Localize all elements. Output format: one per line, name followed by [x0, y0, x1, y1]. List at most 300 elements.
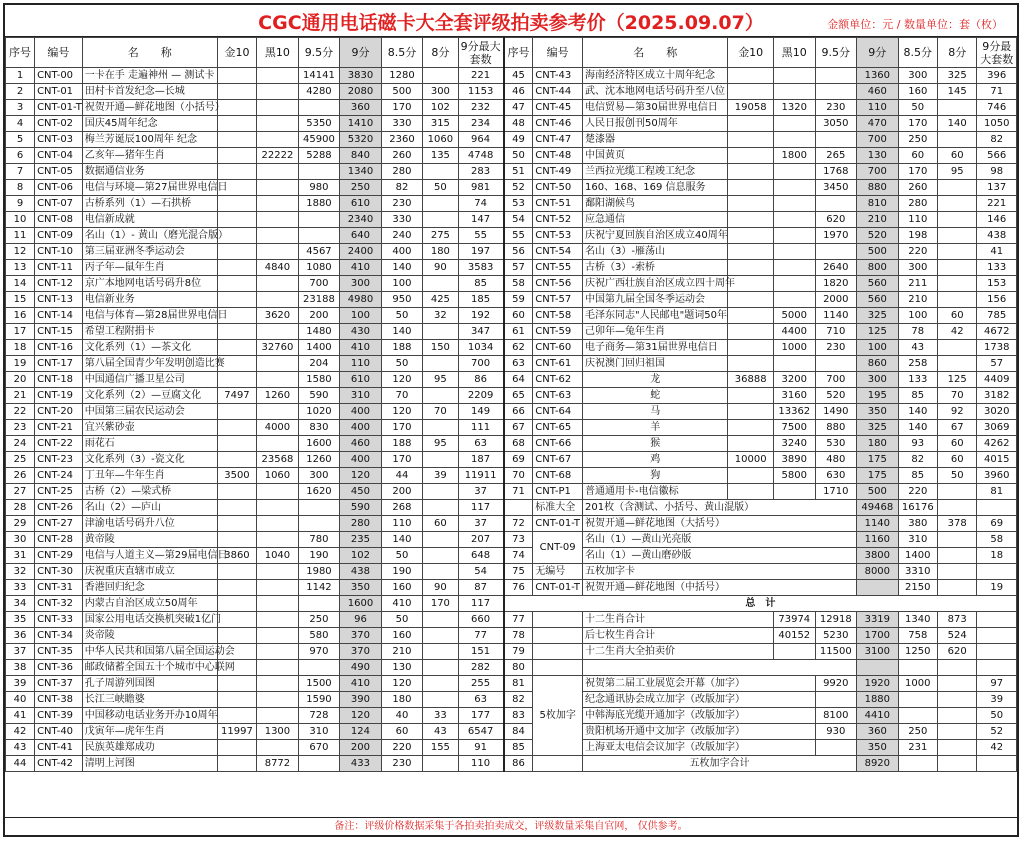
table-cell: [977, 628, 1017, 644]
value-cell: 310: [898, 532, 937, 548]
value-cell: [728, 196, 774, 212]
value-cell: [257, 564, 299, 580]
value-cell: 1000: [898, 676, 937, 692]
value-cell: [938, 228, 977, 244]
value-cell: [898, 660, 937, 676]
column-header: 编号: [35, 38, 83, 68]
table-row: [6, 84, 1017, 100]
value-cell: 160: [898, 84, 937, 100]
code-cell: CNT-18: [35, 372, 83, 388]
name-cell: 上海亚太电信会议加字（改版加字）: [583, 740, 815, 756]
total-label: 总 计: [504, 596, 1017, 612]
value-cell: [217, 516, 256, 532]
value-cell: 8772: [257, 756, 299, 772]
value-cell: 140: [938, 116, 977, 132]
max-count-cell: 221: [458, 68, 504, 84]
max-count-cell: 19: [977, 580, 1017, 596]
max-count-cell: 37: [458, 516, 504, 532]
value-cell: 5288: [298, 148, 340, 164]
value-cell: 1340: [898, 612, 937, 628]
value-cell: [217, 340, 256, 356]
value-cell: [728, 212, 774, 228]
value-cell: 250: [298, 612, 340, 628]
value-cell: [217, 116, 256, 132]
table-row: [6, 100, 1017, 116]
value-cell: 450: [340, 484, 382, 500]
value-cell: [898, 708, 937, 724]
value-cell: 120: [340, 708, 382, 724]
seq-cell: 81: [504, 676, 533, 692]
value-cell: 1320: [774, 100, 816, 116]
seq-cell: 39: [6, 676, 35, 692]
max-count-cell: 566: [977, 148, 1017, 164]
code-cell: CNT-56: [533, 276, 583, 292]
value-cell: 190: [298, 548, 340, 564]
max-count-cell: 54: [458, 564, 504, 580]
value-cell: 1820: [815, 276, 857, 292]
name-cell: 丁丑年—牛年生肖: [82, 468, 217, 484]
value-cell: 45900: [298, 132, 340, 148]
value-cell: 140: [381, 532, 423, 548]
value-cell: 170: [381, 452, 423, 468]
value-cell: [728, 116, 774, 132]
seq-cell: 34: [6, 596, 35, 612]
code-cell: CNT-08: [35, 212, 83, 228]
value-cell: 100: [898, 308, 937, 324]
value-cell: [217, 564, 256, 580]
value-cell: 170: [898, 116, 937, 132]
seq-cell: 41: [6, 708, 35, 724]
value-cell: 1000: [774, 340, 816, 356]
code-cell: CNT-47: [533, 132, 583, 148]
value-cell: 280: [898, 196, 937, 212]
table-row: [6, 324, 1017, 340]
value-cell: [774, 196, 816, 212]
value-cell: 95: [423, 436, 458, 452]
value-cell: [257, 500, 299, 516]
max-count-cell: 197: [458, 244, 504, 260]
value-cell: 170: [381, 420, 423, 436]
value-cell: 230: [381, 756, 423, 772]
code-cell: CNT-38: [35, 692, 83, 708]
value-cell: 70: [381, 388, 423, 404]
seq-cell: 76: [504, 580, 533, 596]
name-cell: 祝贺开通—鲜花地图（中括号）: [583, 580, 857, 596]
name-cell: 文化系列（3）-瓷文化: [82, 452, 217, 468]
value-cell: 160: [381, 628, 423, 644]
code-cell: CNT-40: [35, 724, 83, 740]
value-cell: 275: [423, 228, 458, 244]
value-cell: [257, 516, 299, 532]
seq-cell: 43: [6, 740, 35, 756]
code-cell: CNT-39: [35, 708, 83, 724]
table-cell: [977, 612, 1017, 628]
value-cell: [298, 212, 340, 228]
value-cell: 2080: [340, 84, 382, 100]
value-cell: 640: [340, 228, 382, 244]
value-cell: 380: [898, 516, 937, 532]
value-cell: 1300: [257, 724, 299, 740]
value-cell: 170: [423, 596, 458, 612]
value-cell: [257, 228, 299, 244]
max-count-cell: 63: [458, 436, 504, 452]
seq-cell: 65: [504, 388, 533, 404]
value-cell: 125: [857, 324, 899, 340]
value-cell: [728, 132, 774, 148]
value-cell: 67: [938, 420, 977, 436]
name-cell: 邮政储蓄全国五十个城市中心联网: [82, 660, 217, 676]
table-cell: [977, 660, 1017, 676]
value-cell: 100: [857, 340, 899, 356]
value-cell: 7500: [774, 420, 816, 436]
value-cell: 140: [898, 404, 937, 420]
value-cell: 470: [857, 116, 899, 132]
value-cell: [298, 756, 340, 772]
value-cell: 204: [298, 356, 340, 372]
value-cell: 500: [857, 244, 899, 260]
value-cell: [298, 516, 340, 532]
value-cell: [423, 756, 458, 772]
value-cell: [217, 708, 256, 724]
name-cell: 160、168、169 信息服务: [583, 180, 728, 196]
value-cell: 133: [898, 372, 937, 388]
code-cell: CNT-11: [35, 260, 83, 276]
max-count-cell: 438: [977, 228, 1017, 244]
max-count-cell: 52: [977, 724, 1017, 740]
name-cell: 孔子周游列国图: [82, 676, 217, 692]
value-cell: [217, 532, 256, 548]
value-cell: 430: [340, 324, 382, 340]
value-cell: 175: [857, 452, 899, 468]
value-cell: [774, 116, 816, 132]
value-cell: 1400: [298, 340, 340, 356]
header-row: [6, 38, 1017, 68]
value-cell: 200: [381, 484, 423, 500]
value-cell: 4840: [257, 260, 299, 276]
value-cell: 40152: [774, 628, 816, 644]
value-cell: 880: [857, 180, 899, 196]
max-count-cell: 77: [458, 628, 504, 644]
value-cell: [728, 180, 774, 196]
value-cell: 800: [857, 260, 899, 276]
value-cell: 39: [423, 468, 458, 484]
value-cell: 230: [815, 100, 857, 116]
value-cell: 110: [857, 100, 899, 116]
max-count-cell: 648: [458, 548, 504, 564]
code-cell: CNT-66: [533, 436, 583, 452]
seq-cell: 62: [504, 340, 533, 356]
seq-cell: 82: [504, 692, 533, 708]
value-cell: 980: [298, 180, 340, 196]
value-cell: [728, 228, 774, 244]
value-cell: 4567: [298, 244, 340, 260]
value-cell: [217, 276, 256, 292]
value-cell: 60: [938, 452, 977, 468]
name-cell: 己卯年—兔年生肖: [583, 324, 728, 340]
value-cell: 400: [340, 420, 382, 436]
name-cell: 京广本地网电话号码升8位: [82, 276, 217, 292]
column-header: 金10: [728, 38, 774, 68]
value-cell: 400: [381, 244, 423, 260]
value-cell: [217, 244, 256, 260]
name-cell: 中国黄页: [583, 148, 728, 164]
value-cell: 198: [898, 228, 937, 244]
max-count-cell: 192: [458, 308, 504, 324]
value-cell: [217, 84, 256, 100]
table-row: [6, 228, 1017, 244]
value-cell: [257, 708, 299, 724]
value-cell: 32760: [257, 340, 299, 356]
value-cell: [423, 660, 458, 676]
max-count-cell: 37: [458, 484, 504, 500]
max-count-cell: 151: [458, 644, 504, 660]
value-cell: 530: [815, 436, 857, 452]
code-cell: CNT-52: [533, 212, 583, 228]
table-row: [6, 420, 1017, 436]
value-cell: 500: [857, 484, 899, 500]
table-row: [6, 356, 1017, 372]
max-count-cell: 283: [458, 164, 504, 180]
value-cell: [298, 100, 340, 116]
code-cell: CNT-19: [35, 388, 83, 404]
value-cell: [257, 180, 299, 196]
code-cell: CNT-63: [533, 388, 583, 404]
value-cell: [217, 372, 256, 388]
value-cell: [774, 212, 816, 228]
value-cell: [217, 68, 256, 84]
code-cell: CNT-68: [533, 468, 583, 484]
seq-cell: 20: [6, 372, 35, 388]
name-cell: 祝贺开通—鲜花地图（大括号）: [583, 516, 857, 532]
value-cell: 378: [938, 516, 977, 532]
value-cell: [298, 500, 340, 516]
value-cell: [257, 100, 299, 116]
max-count-cell: 137: [977, 180, 1017, 196]
value-cell: 8920: [857, 756, 899, 772]
seq-cell: 17: [6, 324, 35, 340]
value-cell: 410: [381, 596, 423, 612]
value-cell: 120: [381, 676, 423, 692]
seq-cell: 2: [6, 84, 35, 100]
value-cell: 95: [938, 164, 977, 180]
code-cell: CNT-17: [35, 356, 83, 372]
column-header: 8.5分: [381, 38, 423, 68]
seq-cell: 48: [504, 116, 533, 132]
max-count-cell: 4262: [977, 436, 1017, 452]
code-cell: CNT-13: [35, 292, 83, 308]
column-header: 9分最大套数: [977, 38, 1017, 68]
code-cell: CNT-29: [35, 548, 83, 564]
value-cell: [257, 244, 299, 260]
max-count-cell: 1034: [458, 340, 504, 356]
seq-cell: 6: [6, 148, 35, 164]
seq-cell: 19: [6, 356, 35, 372]
name-cell: 五枚加字合计: [583, 756, 857, 772]
name-cell: 楚漆器: [583, 132, 728, 148]
value-cell: 438: [340, 564, 382, 580]
name-cell: 中国第三届农民运动会: [82, 404, 217, 420]
value-cell: [728, 404, 774, 420]
value-cell: [938, 180, 977, 196]
value-cell: [257, 292, 299, 308]
value-cell: 4000: [257, 420, 299, 436]
value-cell: [857, 660, 899, 676]
value-cell: 16176: [898, 500, 937, 516]
value-cell: 410: [340, 676, 382, 692]
seq-cell: 46: [504, 84, 533, 100]
value-cell: [257, 68, 299, 84]
value-cell: [898, 756, 937, 772]
value-cell: [938, 244, 977, 260]
value-cell: 1080: [298, 260, 340, 276]
value-cell: 410: [340, 340, 382, 356]
table-cell: [977, 644, 1017, 660]
value-cell: 60: [938, 148, 977, 164]
code-cell: CNT-41: [35, 740, 83, 756]
value-cell: [938, 260, 977, 276]
value-cell: 110: [340, 356, 382, 372]
value-cell: 460: [340, 436, 382, 452]
value-cell: 350: [857, 740, 899, 756]
table-row: [6, 212, 1017, 228]
value-cell: 490: [340, 660, 382, 676]
code-cell: CNT-62: [533, 372, 583, 388]
value-cell: [815, 356, 857, 372]
value-cell: [938, 532, 977, 548]
value-cell: 1700: [857, 628, 899, 644]
value-cell: [217, 260, 256, 276]
value-cell: 10000: [728, 452, 774, 468]
value-cell: [423, 276, 458, 292]
seq-cell: 84: [504, 724, 533, 740]
value-cell: [423, 676, 458, 692]
code-cell: CNT-44: [533, 84, 583, 100]
value-cell: 860: [857, 356, 899, 372]
column-header: 8分: [423, 38, 458, 68]
column-header: 8.5分: [898, 38, 937, 68]
seq-cell: 11: [6, 228, 35, 244]
value-cell: 1970: [815, 228, 857, 244]
value-cell: 2000: [815, 292, 857, 308]
value-cell: 560: [857, 276, 899, 292]
value-cell: 630: [815, 468, 857, 484]
table-row: [6, 452, 1017, 468]
value-cell: [728, 436, 774, 452]
value-cell: 70: [938, 388, 977, 404]
value-cell: [217, 740, 256, 756]
value-cell: [298, 164, 340, 180]
code-cell: [533, 612, 583, 628]
value-cell: 180: [857, 436, 899, 452]
max-count-cell: 3020: [977, 404, 1017, 420]
value-cell: 3310: [898, 564, 937, 580]
value-cell: [217, 196, 256, 212]
value-cell: 590: [298, 388, 340, 404]
value-cell: 425: [423, 292, 458, 308]
max-count-cell: 87: [458, 580, 504, 596]
code-cell: CNT-27: [35, 516, 83, 532]
value-cell: 433: [340, 756, 382, 772]
table-row: [6, 404, 1017, 420]
value-cell: [423, 388, 458, 404]
seq-cell: 70: [504, 468, 533, 484]
seq-cell: 10: [6, 212, 35, 228]
name-cell: 电子商务—第31届世界电信日: [583, 340, 728, 356]
name-cell: 内蒙古自治区成立50周年: [82, 596, 217, 612]
name-cell: 中华人民共和国第八届全国运动会: [82, 644, 217, 660]
seq-cell: 75: [504, 564, 533, 580]
title-bar: [5, 5, 1017, 37]
value-cell: 12918: [815, 612, 857, 628]
column-header: 9.5分: [298, 38, 340, 68]
value-cell: [217, 404, 256, 420]
name-cell: 庆祝澳门回归祖国: [583, 356, 728, 372]
value-cell: 3160: [774, 388, 816, 404]
value-cell: 325: [857, 420, 899, 436]
code-cell: CNT-01-T: [533, 580, 583, 596]
value-cell: 500: [381, 84, 423, 100]
table-row: [6, 260, 1017, 276]
value-cell: 1580: [298, 372, 340, 388]
name-cell: 电信新业务: [82, 292, 217, 308]
column-header: 序号: [6, 38, 35, 68]
code-cell: CNT-35: [35, 644, 83, 660]
value-cell: 1710: [815, 484, 857, 500]
code-cell: CNT-20: [35, 404, 83, 420]
name-cell: 贵阳机场开通中文加字（改版加字）: [583, 724, 815, 740]
value-cell: [423, 452, 458, 468]
name-cell: 海南经济特区成立十周年纪念: [583, 68, 728, 84]
seq-cell: 30: [6, 532, 35, 548]
seq-cell: 77: [504, 612, 533, 628]
max-count-cell: 156: [977, 292, 1017, 308]
code-cell: [533, 660, 583, 676]
max-count-cell: 3583: [458, 260, 504, 276]
name-cell: 文化系列（2）—豆腐文化: [82, 388, 217, 404]
column-header: 名 称: [82, 38, 217, 68]
value-cell: [815, 84, 857, 100]
value-cell: 700: [298, 276, 340, 292]
table-cell: [977, 756, 1017, 772]
value-cell: 49468: [857, 500, 899, 516]
name-cell: 五枚加字卡: [583, 564, 857, 580]
column-header: 黑10: [774, 38, 816, 68]
value-cell: 670: [298, 740, 340, 756]
value-cell: [257, 132, 299, 148]
seq-cell: 49: [504, 132, 533, 148]
column-header: 金10: [217, 38, 256, 68]
seq-cell: 55: [504, 228, 533, 244]
max-count-cell: 234: [458, 116, 504, 132]
code-cell: CNT-48: [533, 148, 583, 164]
value-cell: 82: [898, 452, 937, 468]
code-cell: CNT-30: [35, 564, 83, 580]
seq-cell: 42: [6, 724, 35, 740]
seq-cell: 68: [504, 436, 533, 452]
value-cell: [257, 676, 299, 692]
value-cell: 1360: [857, 68, 899, 84]
value-cell: 265: [815, 148, 857, 164]
value-cell: 231: [898, 740, 937, 756]
name-cell: 戊寅年—虎年生肖: [82, 724, 217, 740]
value-cell: 50: [381, 356, 423, 372]
value-cell: [257, 532, 299, 548]
value-cell: [815, 740, 857, 756]
value-cell: [898, 692, 937, 708]
value-cell: [774, 68, 816, 84]
value-cell: 1880: [298, 196, 340, 212]
max-count-cell: 69: [977, 516, 1017, 532]
